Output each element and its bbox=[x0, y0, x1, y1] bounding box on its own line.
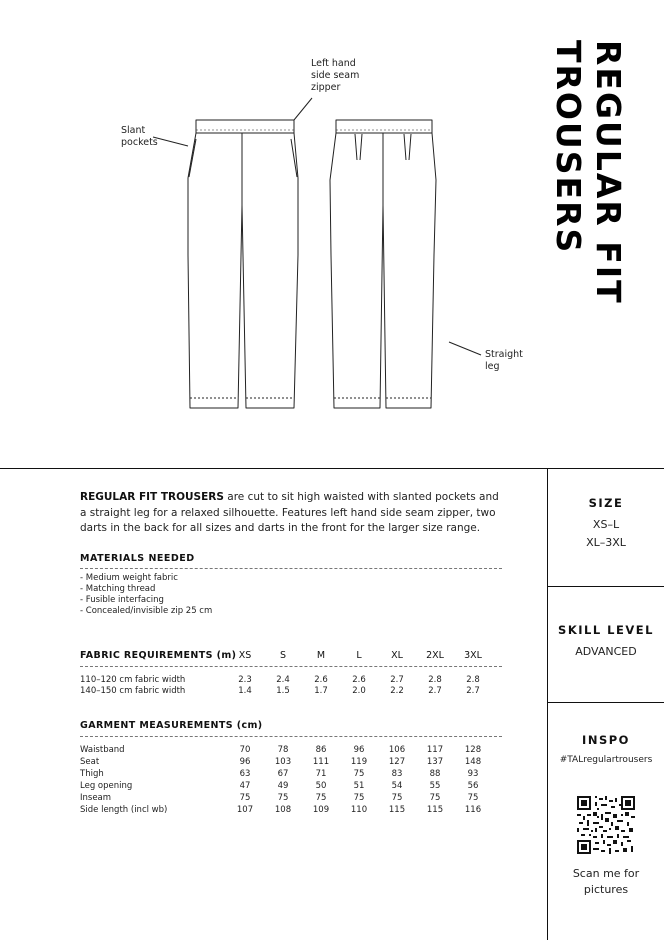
fabric-value: 1.5 bbox=[276, 686, 290, 696]
fabric-value: 2.7 bbox=[390, 675, 404, 685]
fabric-value: 2.8 bbox=[428, 675, 442, 685]
garment-value: 63 bbox=[239, 769, 251, 779]
garment-value: 75 bbox=[429, 793, 441, 803]
garment-value: 116 bbox=[464, 805, 482, 815]
size-m: M bbox=[316, 650, 326, 661]
size-xl: XL bbox=[391, 650, 403, 661]
garment-value: 75 bbox=[353, 769, 365, 779]
garment-value: 47 bbox=[239, 781, 251, 791]
garment-value: 75 bbox=[467, 793, 479, 803]
page-title: REGULAR FIT TROUSERS bbox=[549, 40, 628, 305]
size-panel bbox=[548, 496, 664, 552]
garment-row bbox=[80, 804, 510, 816]
fabric-value: 2.6 bbox=[314, 675, 328, 685]
garment-row-label: Seat bbox=[80, 757, 100, 767]
garment-value: 111 bbox=[312, 757, 330, 767]
garment-value: 78 bbox=[277, 745, 289, 755]
garment-value: 83 bbox=[391, 769, 403, 779]
skill-heading: SKILL LEVEL bbox=[558, 623, 654, 637]
garment-value: 93 bbox=[467, 769, 479, 779]
fabric-value: 2.7 bbox=[466, 686, 480, 696]
fabric-value: 1.4 bbox=[238, 686, 252, 696]
size-l: L bbox=[356, 650, 362, 661]
garment-row bbox=[80, 780, 510, 792]
garment-value: 115 bbox=[426, 805, 444, 815]
fabric-heading: FABRIC REQUIREMENTS (m) bbox=[80, 650, 237, 661]
skill-panel bbox=[548, 623, 664, 661]
garment-value: 49 bbox=[277, 781, 289, 791]
garment-value: 109 bbox=[312, 805, 330, 815]
trousers-front-view bbox=[188, 120, 298, 408]
size-s: S bbox=[279, 650, 287, 661]
size-xs: XS bbox=[238, 650, 252, 661]
pockets-leader-line bbox=[153, 137, 188, 146]
size-2xl: 2XL bbox=[426, 650, 444, 661]
garment-value: 148 bbox=[464, 757, 482, 767]
fabric-divider bbox=[80, 666, 502, 667]
garment-header-row bbox=[80, 720, 510, 732]
sidebar-divider-2 bbox=[547, 702, 664, 703]
qr-caption-panel bbox=[548, 866, 664, 898]
materials-heading: MATERIALS NEEDED bbox=[80, 552, 195, 564]
materials-item: - Concealed/invisible zip 25 cm bbox=[80, 606, 213, 617]
garment-row bbox=[80, 792, 510, 804]
materials-item: - Medium weight fabric bbox=[80, 572, 178, 583]
callout-zipper: Left hand side seam zipper bbox=[311, 58, 360, 93]
garment-value: 96 bbox=[353, 745, 365, 755]
garment-row-label: Side length (incl wb) bbox=[80, 805, 168, 815]
garment-value: 107 bbox=[236, 805, 254, 815]
garment-value: 75 bbox=[353, 793, 365, 803]
garment-value: 67 bbox=[277, 769, 289, 779]
garment-value: 137 bbox=[426, 757, 444, 767]
garment-value: 75 bbox=[391, 793, 403, 803]
garment-value: 103 bbox=[274, 757, 292, 767]
fabric-value: 2.4 bbox=[276, 675, 290, 685]
fabric-row bbox=[80, 685, 510, 697]
garment-row-label: Thigh bbox=[80, 769, 104, 779]
garment-row bbox=[80, 768, 510, 780]
garment-value: 55 bbox=[429, 781, 441, 791]
zipper-leader-line bbox=[294, 98, 312, 120]
intro-bold: REGULAR FIT TROUSERS bbox=[80, 491, 224, 503]
fabric-value: 2.7 bbox=[428, 686, 442, 696]
qr-code-icon[interactable] bbox=[577, 796, 635, 854]
garment-value: 108 bbox=[274, 805, 292, 815]
garment-value: 56 bbox=[467, 781, 479, 791]
hashtag[interactable]: #TALregulartrousers bbox=[559, 755, 653, 765]
inspo-panel bbox=[548, 733, 664, 765]
garment-value: 128 bbox=[464, 745, 482, 755]
intro-text: are cut to sit high waisted with slanted pockets and a straight leg for a relaxed silhouette. Features left hand side seam zipper, two darts in the back for all sizes and darts in the front for the larger size range. bbox=[80, 491, 499, 534]
garment-heading: GARMENT MEASUREMENTS (cm) bbox=[80, 720, 263, 731]
garment-value: 75 bbox=[315, 793, 327, 803]
size-3xl: 3XL bbox=[464, 650, 482, 661]
garment-row-label: Inseam bbox=[80, 793, 112, 803]
garment-value: 75 bbox=[277, 793, 289, 803]
fabric-value: 2.3 bbox=[238, 675, 252, 685]
sidebar-divider-1 bbox=[547, 586, 664, 587]
garment-value: 115 bbox=[388, 805, 406, 815]
garment-value: 86 bbox=[315, 745, 327, 755]
materials-section bbox=[80, 553, 502, 618]
garment-value: 96 bbox=[239, 757, 251, 767]
garment-divider bbox=[80, 736, 502, 737]
materials-list bbox=[80, 573, 502, 618]
fabric-value: 2.8 bbox=[466, 675, 480, 685]
fabric-value: 2.6 bbox=[352, 675, 366, 685]
garment-value: 54 bbox=[391, 781, 403, 791]
intro-paragraph bbox=[80, 490, 502, 537]
garment-value: 75 bbox=[239, 793, 251, 803]
garment-row bbox=[80, 756, 510, 768]
fabric-row-label: 110–120 cm fabric width bbox=[80, 675, 186, 685]
qr-caption: Scan me for pictures bbox=[572, 867, 640, 896]
garment-value: 106 bbox=[388, 745, 406, 755]
leg-leader-line bbox=[449, 342, 481, 355]
fabric-value: 2.0 bbox=[352, 686, 366, 696]
garment-value: 70 bbox=[239, 745, 251, 755]
garment-value: 119 bbox=[350, 757, 368, 767]
materials-item: - Matching thread bbox=[80, 583, 156, 594]
inspo-heading: INSPO bbox=[582, 733, 630, 747]
fabric-value: 1.7 bbox=[314, 686, 328, 696]
main-content bbox=[80, 490, 502, 618]
size-range: XL–3XL bbox=[586, 536, 626, 549]
materials-divider bbox=[80, 568, 502, 569]
fabric-row-label: 140–150 cm fabric width bbox=[80, 686, 186, 696]
garment-row-label: Waistband bbox=[80, 745, 125, 755]
garment-value: 50 bbox=[315, 781, 327, 791]
section-divider bbox=[0, 468, 664, 469]
garment-value: 127 bbox=[388, 757, 406, 767]
size-heading: SIZE bbox=[588, 496, 624, 510]
garment-value: 51 bbox=[353, 781, 365, 791]
callout-leg: Straight leg bbox=[485, 349, 523, 372]
size-range: XS–L bbox=[592, 518, 620, 531]
garment-row bbox=[80, 744, 510, 756]
garment-value: 117 bbox=[426, 745, 444, 755]
garment-value: 71 bbox=[315, 769, 327, 779]
trousers-back-view bbox=[330, 120, 436, 408]
skill-value: ADVANCED bbox=[575, 645, 637, 658]
illustration-area bbox=[0, 0, 664, 468]
fabric-value: 2.2 bbox=[390, 686, 404, 696]
garment-row-label: Leg opening bbox=[80, 781, 133, 791]
garment-value: 110 bbox=[350, 805, 368, 815]
fabric-header-row bbox=[80, 650, 510, 662]
callout-pockets: Slant pockets bbox=[121, 125, 158, 148]
garment-value: 88 bbox=[429, 769, 441, 779]
materials-item: - Fusible interfacing bbox=[80, 595, 164, 606]
